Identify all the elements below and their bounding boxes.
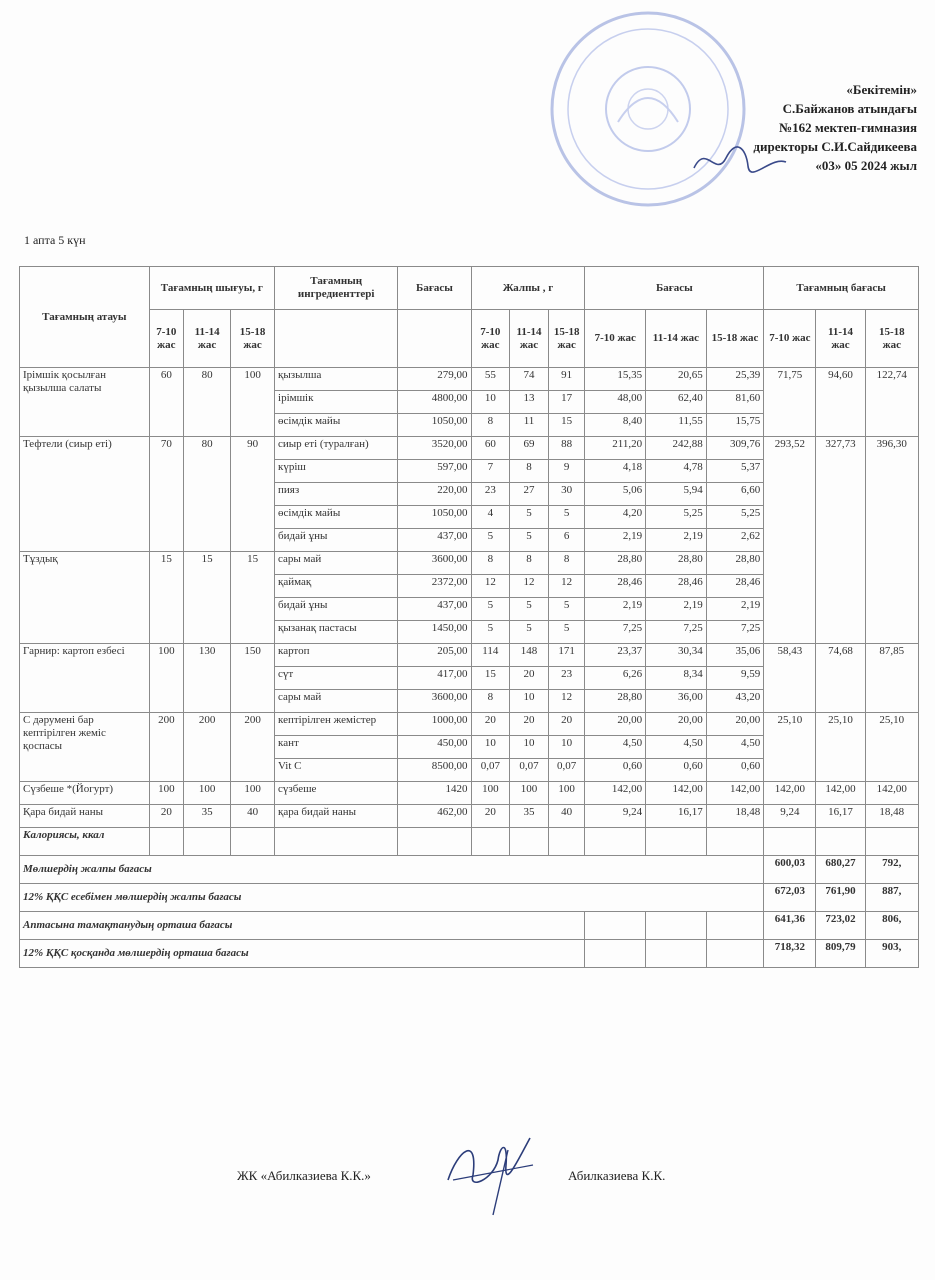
ingredient-name: қаймақ	[275, 575, 398, 598]
ingredient-cost: 4,20	[585, 506, 646, 529]
ingredient-price: 462,00	[398, 805, 471, 828]
header-yield: Тағамның шығуы, г	[149, 267, 274, 310]
total-value: 903,	[865, 940, 918, 968]
ingredient-name: кептірілген жемістер	[275, 713, 398, 736]
ingredient-cost: 142,00	[706, 782, 764, 805]
ingredient-grams: 10	[510, 736, 549, 759]
ingredient-price: 220,00	[398, 483, 471, 506]
ingredient-cost: 4,78	[646, 460, 707, 483]
ingredient-grams: 20	[548, 713, 585, 736]
ingredient-grams: 20	[471, 805, 510, 828]
dish-total-cost: 25,10	[816, 713, 865, 782]
ingredient-grams: 15	[548, 414, 585, 437]
ingredient-grams: 12	[548, 690, 585, 713]
ingredient-cost: 2,19	[646, 529, 707, 552]
total-age-header: 7-10 жас	[471, 310, 510, 368]
ingredient-grams: 5	[510, 598, 549, 621]
ingredient-grams: 8	[471, 690, 510, 713]
dish-yield: 70	[149, 437, 183, 552]
ingredient-cost: 5,25	[706, 506, 764, 529]
total-age-header: 11-14 жас	[510, 310, 549, 368]
ingredient-cost: 28,46	[646, 575, 707, 598]
ingredient-price: 417,00	[398, 667, 471, 690]
dish-total-cost: 293,52	[764, 437, 816, 644]
ingredient-name: қызанақ пастасы	[275, 621, 398, 644]
ingredient-cost: 211,20	[585, 437, 646, 460]
ingredient-cost: 6,60	[706, 483, 764, 506]
empty-cell	[646, 912, 707, 940]
ingredient-grams: 100	[510, 782, 549, 805]
ingredient-grams: 13	[510, 391, 549, 414]
ingredient-grams: 100	[548, 782, 585, 805]
dish-yield: 100	[231, 368, 275, 437]
cost-age-header: 7-10 жас	[585, 310, 646, 368]
empty-cell	[646, 940, 707, 968]
empty-cell	[184, 828, 231, 856]
ingredient-cost: 2,19	[585, 598, 646, 621]
total-value: 809,79	[816, 940, 865, 968]
footer-supplier: ЖК «Абилказиева К.К.»	[237, 1168, 371, 1183]
ingredient-cost: 7,25	[706, 621, 764, 644]
dish-yield: 60	[149, 368, 183, 437]
dish-yield: 100	[184, 782, 231, 805]
total-value: 887,	[865, 884, 918, 912]
empty-cell	[764, 828, 816, 856]
ingredient-price: 437,00	[398, 598, 471, 621]
total-row	[20, 940, 919, 968]
ingredient-grams: 20	[510, 713, 549, 736]
ingredient-cost: 8,34	[646, 667, 707, 690]
empty-cell	[706, 828, 764, 856]
ingredient-grams: 10	[471, 391, 510, 414]
ingredient-price: 4800,00	[398, 391, 471, 414]
total-row	[20, 884, 919, 912]
ingredient-grams: 23	[548, 667, 585, 690]
ingredient-grams: 8	[510, 460, 549, 483]
total-label: Аптасына тамақтанудың орташа бағасы	[20, 912, 585, 940]
total-value: 680,27	[816, 856, 865, 884]
ingredient-grams: 0,07	[471, 759, 510, 782]
total-value: 600,03	[764, 856, 816, 884]
ingredient-cost: 28,46	[585, 575, 646, 598]
dish-total-cost: 71,75	[764, 368, 816, 437]
ingredient-grams: 35	[510, 805, 549, 828]
ingredient-price: 8500,00	[398, 759, 471, 782]
ingredient-price: 3600,00	[398, 552, 471, 575]
dish-yield: 100	[149, 782, 183, 805]
dish-total-cost: 327,73	[816, 437, 865, 644]
ingredient-grams: 5	[471, 529, 510, 552]
dish-name: Сүзбеше *(Йогурт)	[20, 782, 150, 805]
ingredient-name: өсімдік майы	[275, 506, 398, 529]
ingredient-cost: 2,19	[646, 598, 707, 621]
dish-yield: 80	[184, 368, 231, 437]
ingredient-grams: 12	[548, 575, 585, 598]
ingredient-cost: 4,50	[585, 736, 646, 759]
empty-cell	[646, 828, 707, 856]
ingredient-name: пияз	[275, 483, 398, 506]
ingredient-cost: 43,20	[706, 690, 764, 713]
ingredient-cost: 20,65	[646, 368, 707, 391]
ingredient-cost: 11,55	[646, 414, 707, 437]
ingredient-name: ірімшік	[275, 391, 398, 414]
dish-name: Тұздық	[20, 552, 150, 644]
approval-line-2: №162 мектеп-гимназия	[779, 120, 917, 135]
ingredient-name: Vit C	[275, 759, 398, 782]
dish-total-cost: 16,17	[816, 805, 865, 828]
approval-line-4: «03» 05 2024 жыл	[815, 158, 917, 173]
ingredient-grams: 5	[510, 506, 549, 529]
ingredient-grams: 55	[471, 368, 510, 391]
ingredient-grams: 5	[510, 529, 549, 552]
ingredient-cost: 9,59	[706, 667, 764, 690]
ingredient-cost: 15,75	[706, 414, 764, 437]
dish-name: Ірімшік қосылған қызылша салаты	[20, 368, 150, 437]
ingredient-grams: 7	[471, 460, 510, 483]
ingredient-grams: 8	[471, 552, 510, 575]
ingredient-grams: 5	[510, 621, 549, 644]
ingredient-cost: 309,76	[706, 437, 764, 460]
empty-cell	[398, 828, 471, 856]
ingredient-grams: 91	[548, 368, 585, 391]
ingredient-cost: 62,40	[646, 391, 707, 414]
dish-yield: 130	[184, 644, 231, 713]
dish-cost-age-header: 15-18 жас	[865, 310, 918, 368]
director-signature	[686, 138, 796, 188]
ingredient-grams: 27	[510, 483, 549, 506]
ingredient-name: қара бидай наны	[275, 805, 398, 828]
table-row	[20, 368, 919, 391]
ingredient-grams: 5	[548, 621, 585, 644]
ingredient-grams: 5	[471, 621, 510, 644]
ingredient-grams: 40	[548, 805, 585, 828]
ingredient-cost: 142,00	[585, 782, 646, 805]
dish-total-cost: 18,48	[865, 805, 918, 828]
ingredient-cost: 242,88	[646, 437, 707, 460]
ingredient-grams: 8	[548, 552, 585, 575]
empty-cell	[548, 828, 585, 856]
header-price: Бағасы	[398, 267, 471, 310]
dish-cost-age-header: 11-14 жас	[816, 310, 865, 368]
dish-total-cost: 58,43	[764, 644, 816, 713]
ingredient-grams: 148	[510, 644, 549, 667]
empty-cell	[231, 828, 275, 856]
yield-age-header: 15-18 жас	[231, 310, 275, 368]
ingredient-cost: 28,46	[706, 575, 764, 598]
total-value: 806,	[865, 912, 918, 940]
ingredient-name: сүт	[275, 667, 398, 690]
total-age-header: 15-18 жас	[548, 310, 585, 368]
ingredient-price: 450,00	[398, 736, 471, 759]
cost-age-header: 11-14 жас	[646, 310, 707, 368]
yield-age-header: 11-14 жас	[184, 310, 231, 368]
empty-cell	[706, 940, 764, 968]
ingredient-name: бидай ұны	[275, 529, 398, 552]
ingredient-cost: 5,37	[706, 460, 764, 483]
ingredient-grams: 10	[471, 736, 510, 759]
dish-name: С дәрумені бар кептірілген жеміс қоспасы	[20, 713, 150, 782]
dish-total-cost: 87,85	[865, 644, 918, 713]
ingredient-grams: 20	[510, 667, 549, 690]
dish-yield: 200	[184, 713, 231, 782]
dish-yield: 150	[231, 644, 275, 713]
ingredient-cost: 6,26	[585, 667, 646, 690]
total-label: 12% ҚҚС қосқанда мөлшердің орташа бағасы	[20, 940, 585, 968]
ingredient-cost: 4,18	[585, 460, 646, 483]
ingredient-grams: 114	[471, 644, 510, 667]
ingredient-cost: 15,35	[585, 368, 646, 391]
dish-yield: 90	[231, 437, 275, 552]
ingredient-cost: 0,60	[585, 759, 646, 782]
dish-yield: 15	[231, 552, 275, 644]
ingredient-grams: 88	[548, 437, 585, 460]
ingredient-cost: 2,19	[585, 529, 646, 552]
ingredient-grams: 0,07	[548, 759, 585, 782]
ingredient-name: бидай ұны	[275, 598, 398, 621]
calories-label: Калориясы, ккал	[20, 828, 150, 856]
dish-yield: 15	[149, 552, 183, 644]
ingredient-grams: 171	[548, 644, 585, 667]
total-value: 761,90	[816, 884, 865, 912]
approval-title: «Бекітемін»	[846, 82, 917, 97]
ingredient-grams: 17	[548, 391, 585, 414]
approval-line-1: С.Байжанов атындағы	[782, 101, 917, 116]
total-value: 723,02	[816, 912, 865, 940]
dish-total-cost: 142,00	[816, 782, 865, 805]
approval-line-3: директоры С.И.Сайдикеева	[753, 139, 917, 154]
empty-cell	[816, 828, 865, 856]
total-label: Мөлшердің жалпы бағасы	[20, 856, 764, 884]
ingredients-subheader	[275, 310, 398, 368]
dish-yield: 200	[149, 713, 183, 782]
price-subheader	[398, 310, 471, 368]
dish-name: Тефтели (сиыр еті)	[20, 437, 150, 552]
ingredient-cost: 25,39	[706, 368, 764, 391]
ingredient-grams: 5	[548, 506, 585, 529]
dish-yield: 100	[149, 644, 183, 713]
dish-yield: 20	[149, 805, 183, 828]
ingredient-name: картоп	[275, 644, 398, 667]
ingredient-price: 1050,00	[398, 414, 471, 437]
total-label: 12% ҚҚС есебімен мөлшердің жалпы бағасы	[20, 884, 764, 912]
table-row	[20, 713, 919, 736]
ingredient-grams: 10	[510, 690, 549, 713]
dish-total-cost: 122,74	[865, 368, 918, 437]
dish-yield: 15	[184, 552, 231, 644]
ingredient-grams: 15	[471, 667, 510, 690]
ingredient-grams: 12	[510, 575, 549, 598]
table-row	[20, 437, 919, 460]
ingredient-grams: 12	[471, 575, 510, 598]
ingredient-price: 1050,00	[398, 506, 471, 529]
dish-total-cost: 25,10	[865, 713, 918, 782]
empty-cell	[510, 828, 549, 856]
ingredient-grams: 0,07	[510, 759, 549, 782]
empty-cell	[585, 828, 646, 856]
ingredient-grams: 69	[510, 437, 549, 460]
ingredient-cost: 142,00	[646, 782, 707, 805]
ingredient-price: 1450,00	[398, 621, 471, 644]
ingredient-price: 2372,00	[398, 575, 471, 598]
ingredient-grams: 30	[548, 483, 585, 506]
ingredient-cost: 28,80	[706, 552, 764, 575]
ingredient-cost: 35,06	[706, 644, 764, 667]
dish-cost-age-header: 7-10 жас	[764, 310, 816, 368]
ingredient-name: сары май	[275, 552, 398, 575]
ingredient-price: 3520,00	[398, 437, 471, 460]
dish-total-cost: 142,00	[865, 782, 918, 805]
ingredient-grams: 20	[471, 713, 510, 736]
ingredient-cost: 23,37	[585, 644, 646, 667]
empty-cell	[149, 828, 183, 856]
ingredient-cost: 36,00	[646, 690, 707, 713]
dish-yield: 200	[231, 713, 275, 782]
dish-name: Гарнир: картоп езбесі	[20, 644, 150, 713]
empty-cell	[865, 828, 918, 856]
ingredient-cost: 20,00	[646, 713, 707, 736]
ingredient-cost: 28,80	[585, 690, 646, 713]
ingredient-price: 437,00	[398, 529, 471, 552]
ingredient-cost: 30,34	[646, 644, 707, 667]
calories-row	[20, 828, 919, 856]
ingredient-cost: 8,40	[585, 414, 646, 437]
total-row	[20, 912, 919, 940]
ingredient-grams: 9	[548, 460, 585, 483]
ingredient-price: 1420	[398, 782, 471, 805]
header-total: Жалпы , г	[471, 267, 585, 310]
ingredient-cost: 28,80	[646, 552, 707, 575]
table-row	[20, 782, 919, 805]
dish-name: Қара бидай наны	[20, 805, 150, 828]
empty-cell	[471, 828, 510, 856]
dish-total-cost: 396,30	[865, 437, 918, 644]
ingredient-grams: 8	[471, 414, 510, 437]
dish-total-cost: 94,60	[816, 368, 865, 437]
empty-cell	[706, 912, 764, 940]
ingredient-name: күріш	[275, 460, 398, 483]
ingredient-name: сиыр еті (туралған)	[275, 437, 398, 460]
ingredient-grams: 5	[548, 598, 585, 621]
ingredient-grams: 6	[548, 529, 585, 552]
ingredient-cost: 9,24	[585, 805, 646, 828]
cost-age-header: 15-18 жас	[706, 310, 764, 368]
ingredient-cost: 18,48	[706, 805, 764, 828]
ingredient-cost: 5,06	[585, 483, 646, 506]
ingredient-cost: 5,94	[646, 483, 707, 506]
ingredient-name: кант	[275, 736, 398, 759]
ingredient-cost: 2,19	[706, 598, 764, 621]
total-row	[20, 856, 919, 884]
total-value: 718,32	[764, 940, 816, 968]
ingredient-cost: 4,50	[706, 736, 764, 759]
ingredient-price: 3600,00	[398, 690, 471, 713]
menu-table	[19, 266, 919, 968]
ingredient-cost: 2,62	[706, 529, 764, 552]
ingredient-cost: 0,60	[646, 759, 707, 782]
supplier-signature	[438, 1120, 548, 1225]
ingredient-grams: 74	[510, 368, 549, 391]
ingredient-cost: 7,25	[646, 621, 707, 644]
ingredient-cost: 20,00	[706, 713, 764, 736]
ingredient-grams: 10	[548, 736, 585, 759]
total-value: 792,	[865, 856, 918, 884]
dish-yield: 80	[184, 437, 231, 552]
ingredient-cost: 0,60	[706, 759, 764, 782]
table-row	[20, 805, 919, 828]
empty-cell	[585, 940, 646, 968]
empty-cell	[585, 912, 646, 940]
ingredient-name: қызылша	[275, 368, 398, 391]
ingredient-cost: 28,80	[585, 552, 646, 575]
header-ingredients: Тағамның ингредиенттері	[275, 267, 398, 310]
week-label: 1 апта 5 күн	[24, 233, 86, 247]
dish-total-cost: 9,24	[764, 805, 816, 828]
dish-yield: 40	[231, 805, 275, 828]
header-cost: Бағасы	[585, 267, 764, 310]
dish-yield: 100	[231, 782, 275, 805]
ingredient-cost: 16,17	[646, 805, 707, 828]
dish-total-cost: 142,00	[764, 782, 816, 805]
ingredient-name: сары май	[275, 690, 398, 713]
ingredient-grams: 60	[471, 437, 510, 460]
ingredient-price: 1000,00	[398, 713, 471, 736]
ingredient-cost: 81,60	[706, 391, 764, 414]
ingredient-cost: 7,25	[585, 621, 646, 644]
header-dish-name: Тағамның атауы	[20, 267, 150, 368]
total-value: 672,03	[764, 884, 816, 912]
ingredient-grams: 8	[510, 552, 549, 575]
dish-total-cost: 25,10	[764, 713, 816, 782]
table-row	[20, 644, 919, 667]
ingredient-name: сүзбеше	[275, 782, 398, 805]
ingredient-cost: 5,25	[646, 506, 707, 529]
ingredient-grams: 5	[471, 598, 510, 621]
ingredient-cost: 4,50	[646, 736, 707, 759]
total-value: 641,36	[764, 912, 816, 940]
ingredient-price: 597,00	[398, 460, 471, 483]
ingredient-price: 279,00	[398, 368, 471, 391]
footer-signatory: Абилказиева К.К.	[568, 1168, 666, 1183]
ingredient-grams: 11	[510, 414, 549, 437]
dish-yield: 35	[184, 805, 231, 828]
ingredient-grams: 23	[471, 483, 510, 506]
ingredient-cost: 20,00	[585, 713, 646, 736]
ingredient-grams: 100	[471, 782, 510, 805]
dish-total-cost: 74,68	[816, 644, 865, 713]
yield-age-header: 7-10 жас	[149, 310, 183, 368]
ingredient-cost: 48,00	[585, 391, 646, 414]
empty-cell	[275, 828, 398, 856]
ingredient-price: 205,00	[398, 644, 471, 667]
ingredient-name: өсімдік майы	[275, 414, 398, 437]
ingredient-grams: 4	[471, 506, 510, 529]
header-dish-cost: Тағамның бағасы	[764, 267, 919, 310]
